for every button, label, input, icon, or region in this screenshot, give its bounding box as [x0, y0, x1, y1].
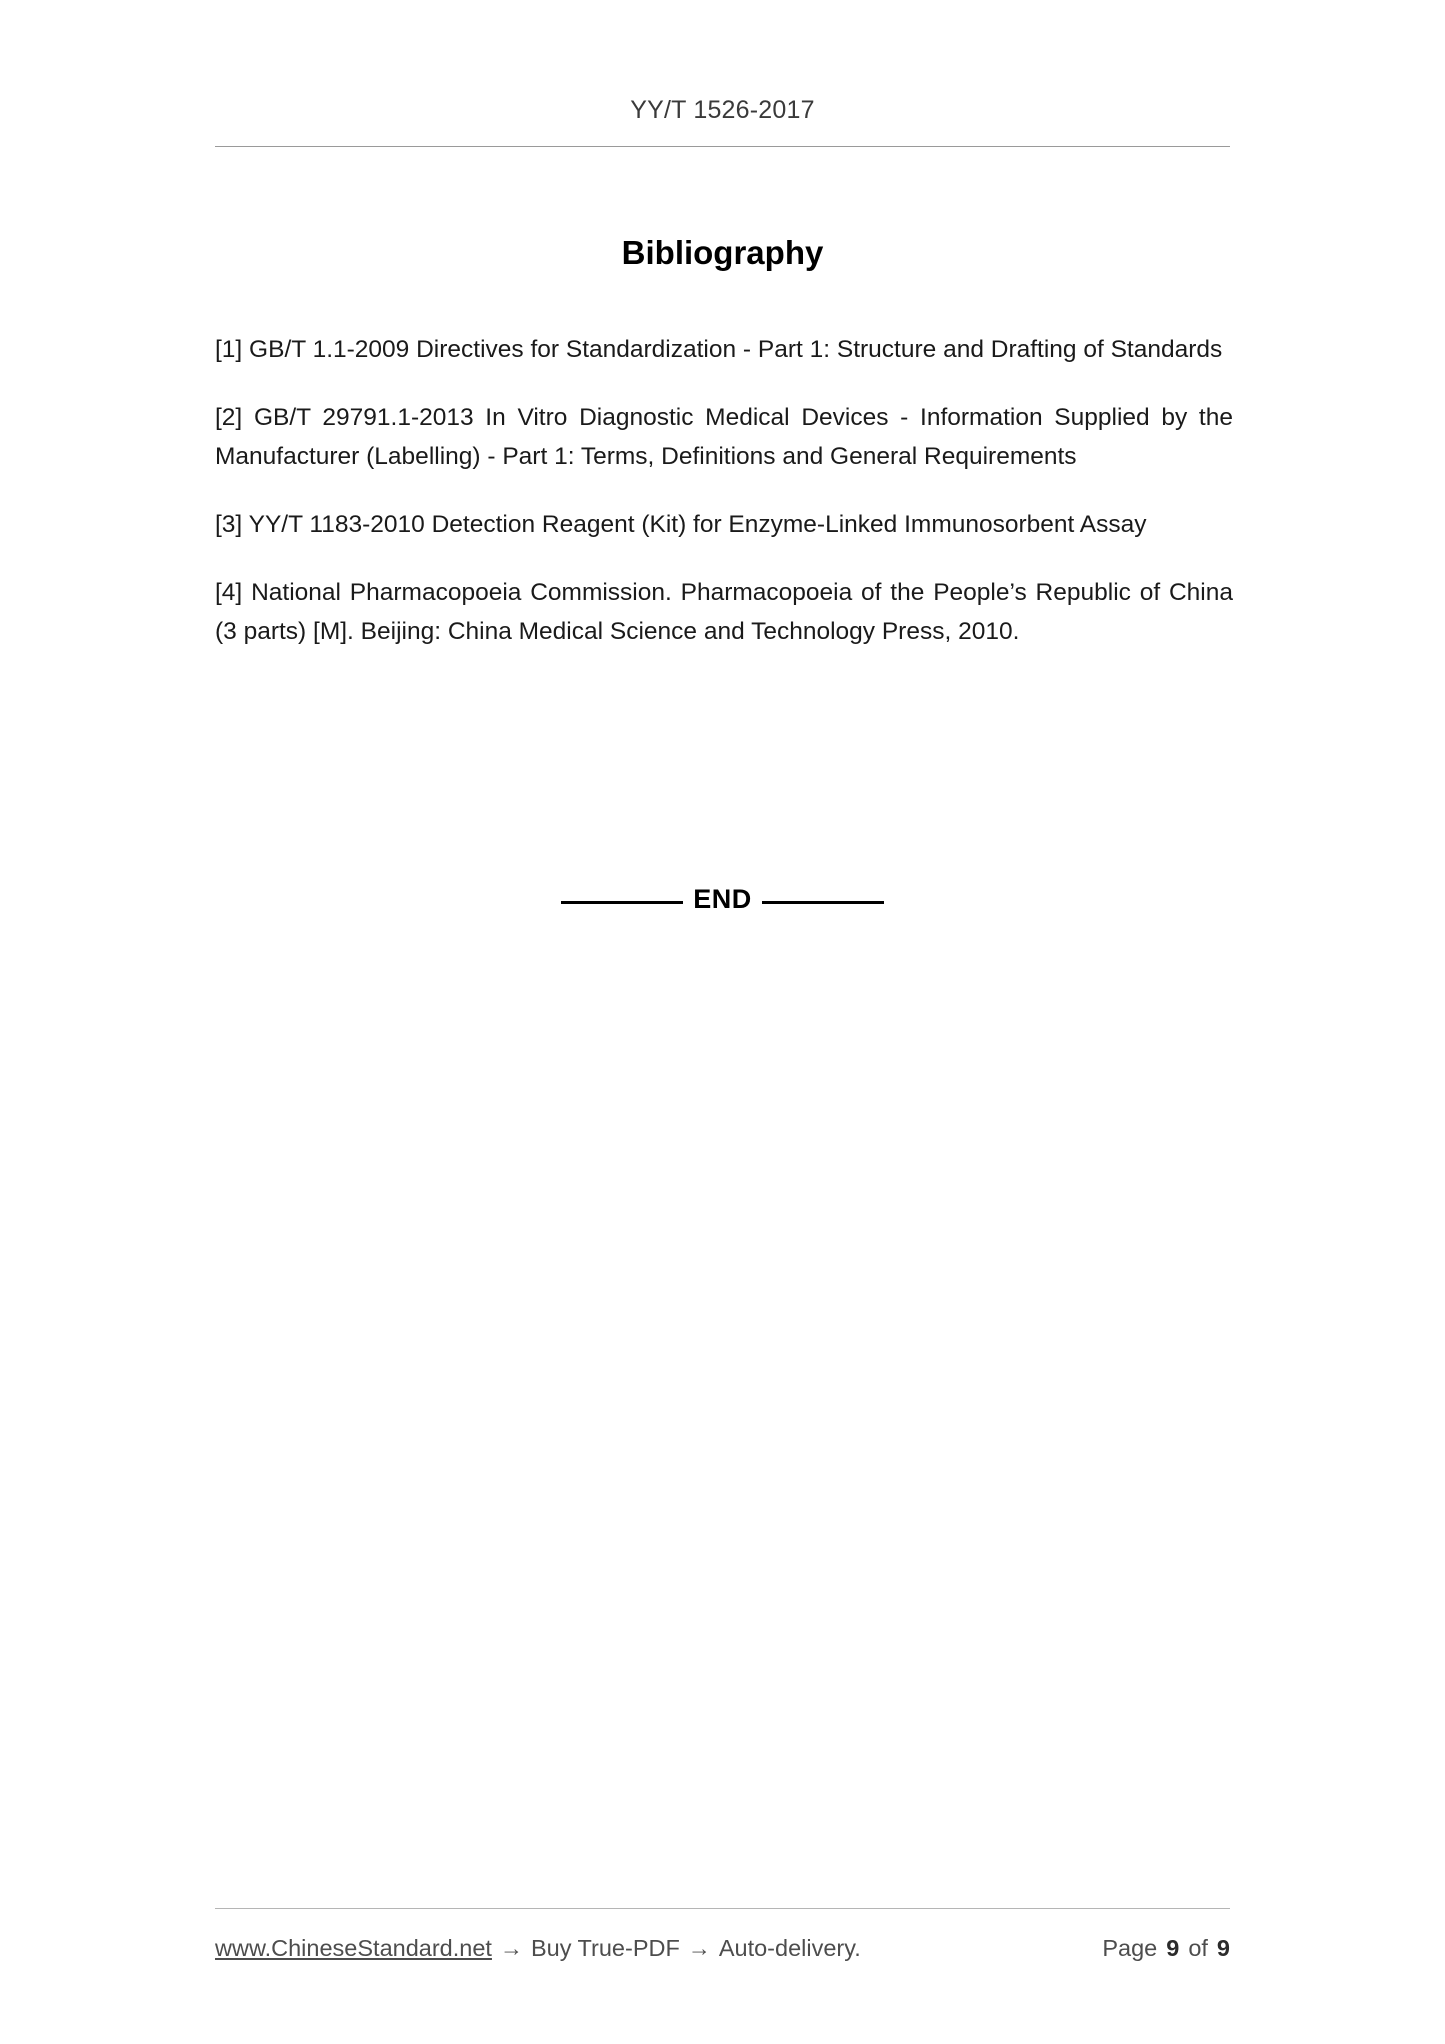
reference-item: [2] GB/T 29791.1-2013 In Vitro Diagnostic Medical Devices - Information Supplied by the Manufacturer (Labelling) - Part 1: Terms, Definitions and General Requirements — [215, 403, 1233, 470]
reference-item: [1] GB/T 1.1-2009 Directives for Standardization - Part 1: Structure and Drafting of Standards — [215, 335, 1223, 363]
page-title: Bibliography — [621, 234, 824, 272]
footer-promo — [215, 1935, 861, 1962]
end-label: END — [693, 884, 752, 914]
page-header: YY/T 1526-2017 — [630, 96, 815, 124]
page-label: Page — [1102, 1935, 1158, 1961]
end-rule-right — [762, 901, 884, 904]
page-total: 9 — [1216, 1935, 1230, 1961]
footer-promo-text-1: Buy True-PDF — [530, 1935, 680, 1961]
end-rule-left — [561, 901, 683, 904]
footer-divider — [215, 1908, 1230, 1909]
arrow-right-icon: → — [499, 1935, 523, 1961]
arrow-right-icon: → — [687, 1935, 711, 1961]
footer-website-link[interactable]: www.ChineseStandard.net — [215, 1935, 492, 1961]
end-marker — [215, 884, 1230, 915]
page-indicator — [1102, 1935, 1230, 1962]
page-footer — [215, 1935, 1230, 1962]
header-divider — [215, 146, 1230, 147]
page-of-label: of — [1188, 1935, 1208, 1961]
reference-item: [4] National Pharmacopoeia Commission. Pharmacopoeia of the People’s Republic of China (3 parts) [M]. Beijing: China Medical Science and Technology Press, 2010. — [215, 578, 1233, 645]
footer-promo-text-2: Auto-delivery. — [718, 1935, 861, 1961]
bibliography-list — [215, 305, 1233, 651]
reference-item: [3] YY/T 1183-2010 Detection Reagent (Kit) for Enzyme-Linked Immunosorbent Assay — [215, 510, 1147, 538]
page-number: 9 — [1166, 1935, 1180, 1961]
